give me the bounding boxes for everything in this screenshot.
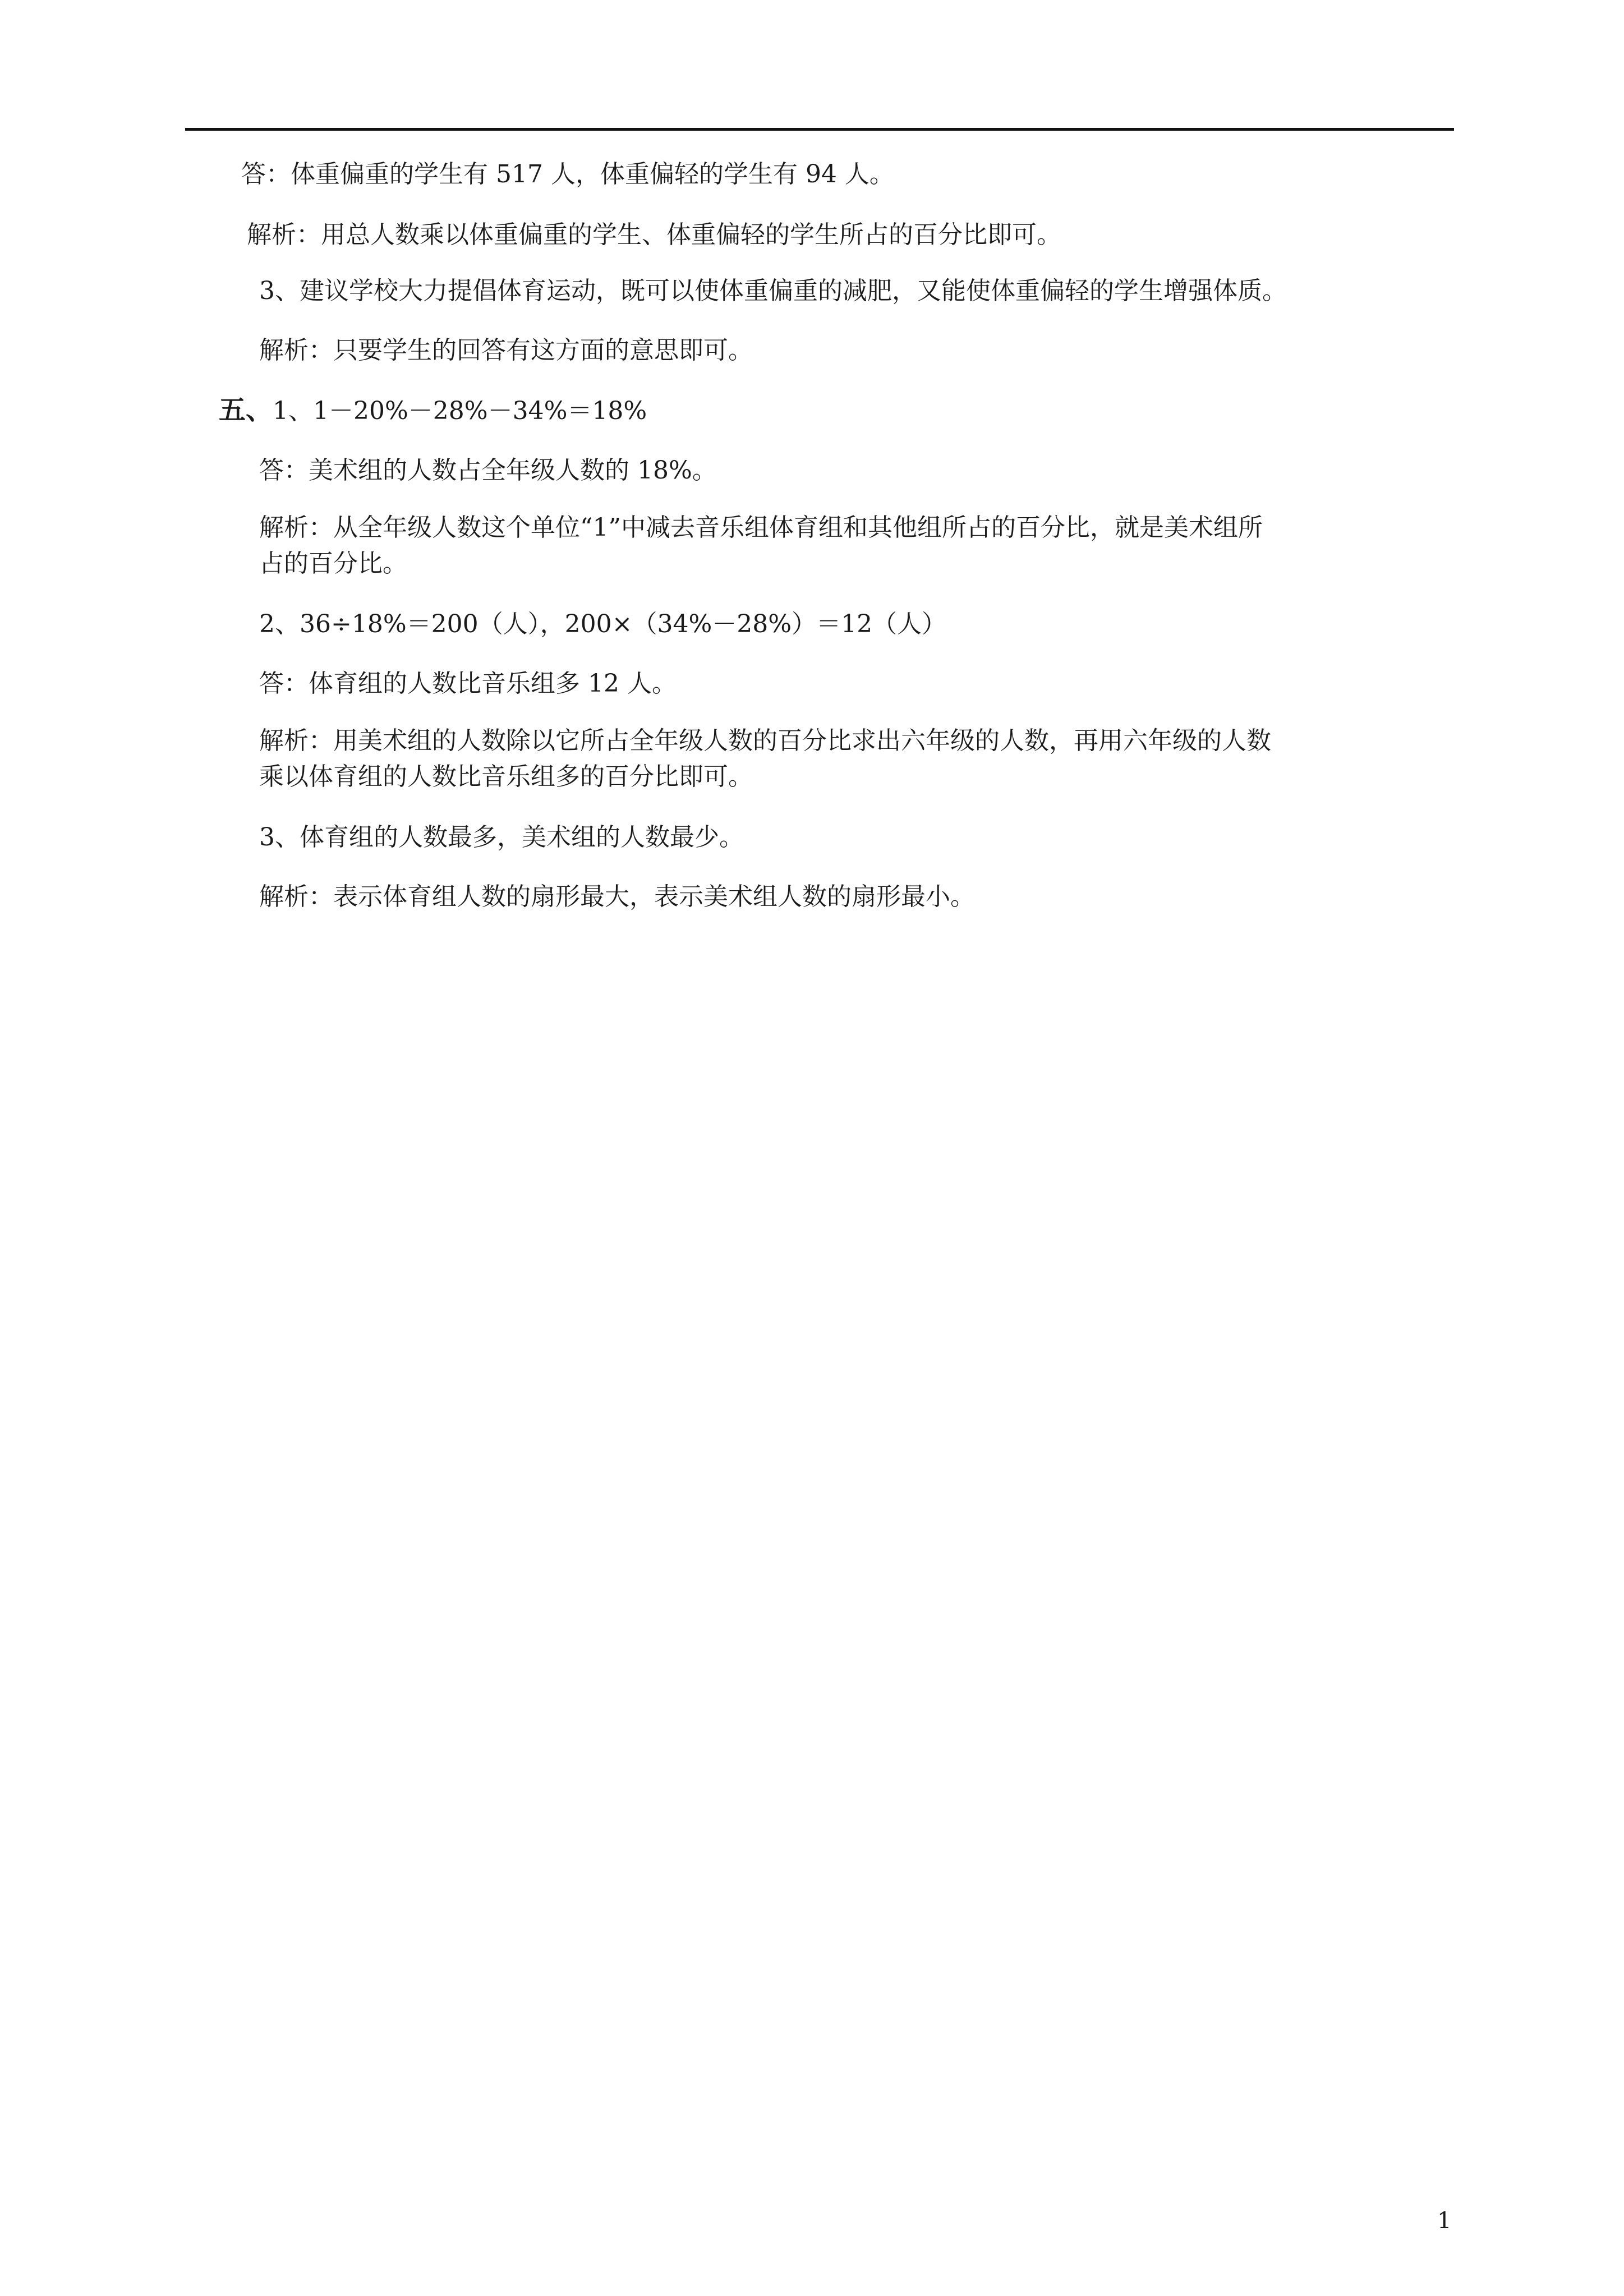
header-rule	[185, 128, 1454, 131]
analysis-suggestion: 解析：只要学生的回答有这方面的意思即可。	[259, 336, 753, 365]
analysis-art-group-line-1: 解析：从全年级人数这个单位“1”中减去音乐组体育组和其他组所占的百分比，就是美术组所	[259, 513, 1263, 542]
section-five-marker: 五、	[219, 394, 273, 426]
analysis-sector-size: 解析：表示体育组人数的扇形最大，表示美术组人数的扇形最小。	[259, 882, 975, 911]
analysis-weight-method: 解析：用总人数乘以体重偏重的学生、体重偏轻的学生所占的百分比即可。	[247, 220, 1061, 249]
answer-most-least: 3、体育组的人数最多，美术组的人数最少。	[259, 823, 744, 852]
answer-art-group-share: 答：美术组的人数占全年级人数的 18%。	[259, 456, 717, 485]
page-number: 1	[1437, 2208, 1452, 2234]
suggestion-sports: 3、建议学校大力提倡体育运动，既可以使体重偏重的减肥，又能使体重偏轻的学生增强体质。	[259, 277, 1287, 305]
section-five-question-1	[219, 394, 647, 427]
analysis-grade-count-line-2: 乘以体育组的人数比音乐组多的百分比即可。	[259, 762, 753, 791]
analysis-grade-count-line-1: 解析：用美术组的人数除以它所占全年级人数的百分比求出六年级的人数，再用六年级的人数	[259, 726, 1271, 755]
answer-weight-counts: 答：体重偏重的学生有 517 人，体重偏轻的学生有 94 人。	[241, 160, 894, 188]
section-five-calculation: 1、1－20%－28%－34%＝18%	[273, 397, 647, 425]
analysis-art-group-line-2: 占的百分比。	[259, 549, 407, 578]
calculation-question-2: 2、36÷18%＝200（人），200×（34%－28%）＝12（人）	[259, 610, 947, 638]
answer-sports-vs-music: 答：体育组的人数比音乐组多 12 人。	[259, 669, 677, 698]
